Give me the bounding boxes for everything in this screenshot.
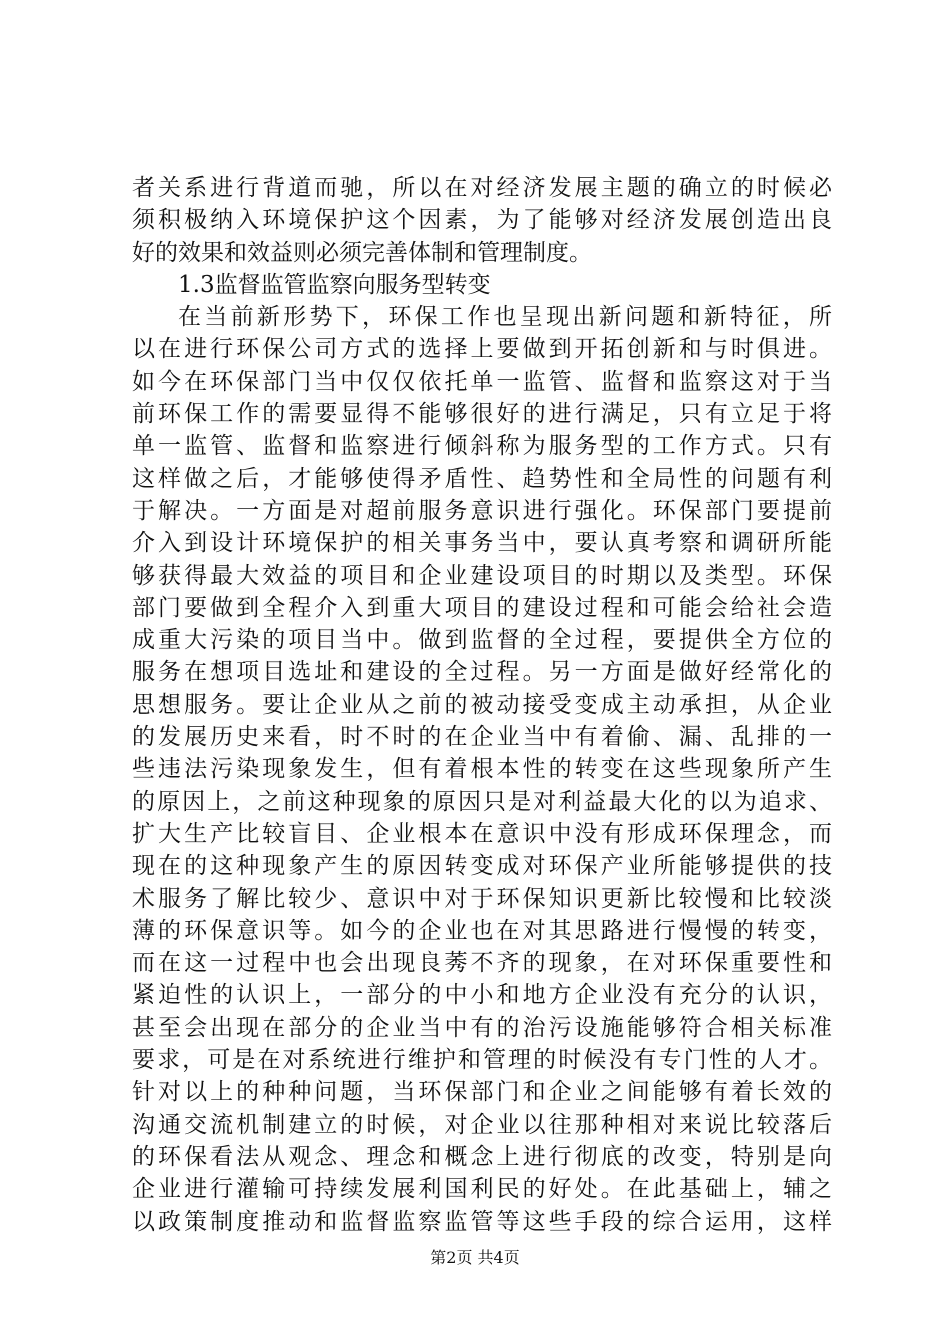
text-line: 的环保看法从观念、理念和概念上进行彻底的改变，特别是向 <box>132 1143 832 1170</box>
text-line: 甚至会出现在部分的企业当中有的治污设施能够符合相关标准 <box>132 1014 832 1041</box>
body-text <box>132 172 832 1238</box>
text-line: 以政策制度推动和监督监察监管等这些手段的综合运用，这样 <box>132 1208 832 1235</box>
text-line: 思想服务。要让企业从之前的被动接受变成主动承担，从企业 <box>132 691 832 718</box>
text-line: 的原因上，之前这种现象的原因只是对利益最大化的以为追求、 <box>132 788 832 815</box>
text-line: 沟通交流机制建立的时候，对企业以往那种相对来说比较落后 <box>132 1111 832 1138</box>
text-line: 要求，可是在对系统进行维护和管理的时候没有专门性的人才。 <box>132 1047 832 1074</box>
text-line: 术服务了解比较少、意识中对于环保知识更新比较慢和比较淡 <box>132 885 832 912</box>
text-line: 于解决。一方面是对超前服务意识进行强化。环保部门要提前 <box>132 497 832 524</box>
text-line: 而在这一过程中也会出现良莠不齐的现象，在对环保重要性和 <box>132 950 832 977</box>
text-line: 现在的这种现象产生的原因转变成对环保产业所能够提供的技 <box>132 853 832 880</box>
text-line: 这样做之后，才能够使得矛盾性、趋势性和全局性的问题有利 <box>132 465 832 492</box>
page-number-footer: 第2页 共4页 <box>430 1248 520 1267</box>
text-line: 的发展历史来看，时不时的在企业当中有着偷、漏、乱排的一 <box>132 724 832 751</box>
text-line: 须积极纳入环境保护这个因素，为了能够对经济发展创造出良 <box>132 207 832 234</box>
text-line: 以在进行环保公司方式的选择上要做到开拓创新和与时俱进。 <box>132 336 832 363</box>
text-line: 紧迫性的认识上，一部分的中小和地方企业没有充分的认识， <box>132 982 832 1009</box>
text-line: 前环保工作的需要显得不能够很好的进行满足，只有立足于将 <box>132 401 832 428</box>
text-line: 成重大污染的项目当中。做到监督的全过程，要提供全方位的 <box>132 627 832 654</box>
text-line: 好的效果和效益则必须完善体制和管理制度。 <box>132 239 592 266</box>
text-line: 部门要做到全程介入到重大项目的建设过程和可能会给社会造 <box>132 594 832 621</box>
text-line: 够获得最大效益的项目和企业建设项目的时期以及类型。环保 <box>132 562 832 589</box>
text-line: 针对以上的种种问题，当环保部门和企业之间能够有着长效的 <box>132 1079 832 1106</box>
text-line: 介入到设计环境保护的相关事务当中，要认真考察和调研所能 <box>132 530 832 557</box>
text-line: 薄的环保意识等。如今的企业也在对其思路进行慢慢的转变， <box>132 917 832 944</box>
text-line: 如今在环保部门当中仅仅依托单一监管、监督和监察这对于当 <box>132 368 832 395</box>
text-line: 服务在想项目选址和建设的全过程。另一方面是做好经常化的 <box>132 659 832 686</box>
text-line: 在当前新形势下，环保工作也呈现出新问题和新特征，所 <box>178 304 832 331</box>
text-line: 者关系进行背道而驰，所以在对经济发展主题的确立的时候必 <box>132 175 832 201</box>
text-line: 单一监管、监督和监察进行倾斜称为服务型的工作方式。只有 <box>132 433 832 460</box>
text-line: 扩大生产比较盲目、企业根本在意识中没有形成环保理念，而 <box>132 820 832 847</box>
text-line: 企业进行灌输可持续发展利国利民的好处。在此基础上，辅之 <box>132 1176 832 1203</box>
text-line: 些违法污染现象发生，但有着根本性的转变在这些现象所产生 <box>132 756 832 783</box>
section-heading: 1.3监督监管监察向服务型转变 <box>178 271 491 298</box>
